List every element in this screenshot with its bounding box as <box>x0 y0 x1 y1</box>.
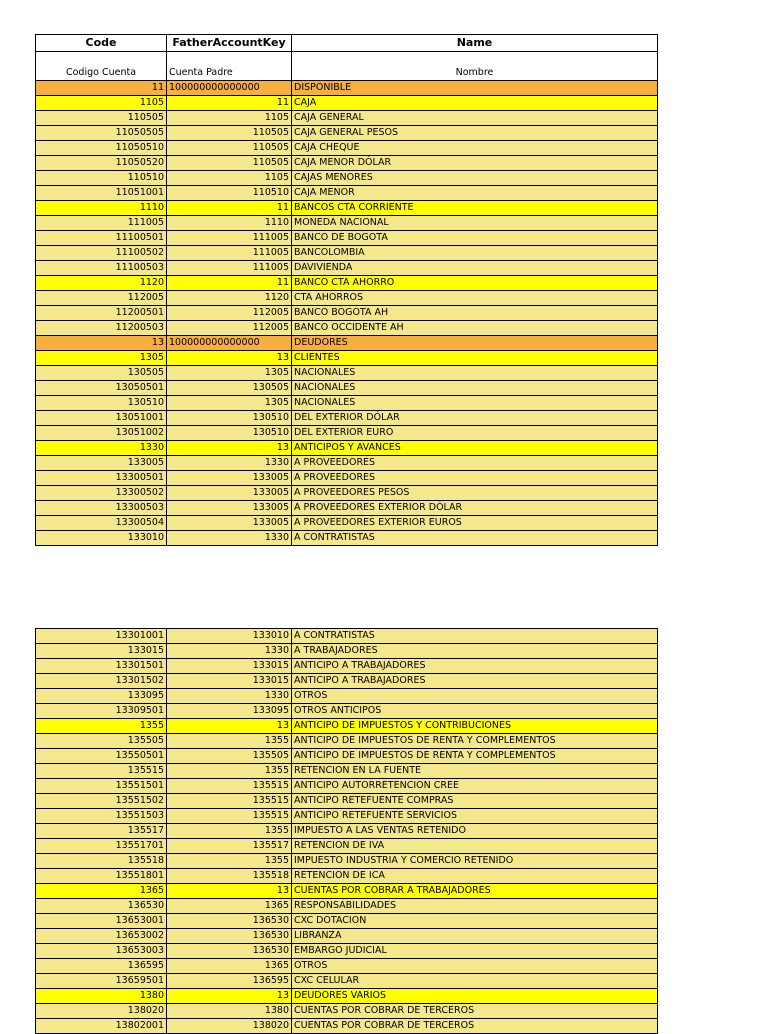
father-account-cell: 110510 <box>167 186 292 201</box>
account-name-cell: CAJA MENOR <box>292 186 658 201</box>
account-name-cell: NACIONALES <box>292 381 658 396</box>
table-row <box>36 411 658 426</box>
table-row <box>36 809 658 824</box>
table-row <box>36 899 658 914</box>
father-account-cell: 1105 <box>167 171 292 186</box>
father-account-cell: 110505 <box>167 126 292 141</box>
father-account-cell: 1355 <box>167 734 292 749</box>
account-code-cell: 111005 <box>36 216 167 231</box>
father-account-cell: 133015 <box>167 674 292 689</box>
account-code-cell: 1120 <box>36 276 167 291</box>
table-row <box>36 689 658 704</box>
cuenta-padre-subheader: Cuenta Padre <box>167 52 292 81</box>
father-account-cell: 1355 <box>167 764 292 779</box>
account-name-cell: CAJA <box>292 96 658 111</box>
father-account-cell: 133005 <box>167 486 292 501</box>
account-code-cell: 11050505 <box>36 126 167 141</box>
table-row <box>36 81 658 96</box>
account-name-cell: BANCOS CTA CORRIENTE <box>292 201 658 216</box>
account-name-cell: CLIENTES <box>292 351 658 366</box>
account-name-cell: CXC DOTACION <box>292 914 658 929</box>
account-code-cell: 13300502 <box>36 486 167 501</box>
account-code-cell: 13551801 <box>36 869 167 884</box>
father-account-cell: 1330 <box>167 531 292 546</box>
account-code-cell: 1355 <box>36 719 167 734</box>
account-name-cell: ANTICIPO RETEFUENTE COMPRAS <box>292 794 658 809</box>
father-account-cell: 135505 <box>167 749 292 764</box>
subheader-row <box>36 52 658 81</box>
table-row <box>36 171 658 186</box>
table-row <box>36 366 658 381</box>
account-code-cell: 110505 <box>36 111 167 126</box>
accounts-body-top <box>36 81 658 546</box>
father-account-cell: 138020 <box>167 1019 292 1034</box>
account-code-cell: 13300503 <box>36 501 167 516</box>
father-account-cell: 1305 <box>167 396 292 411</box>
account-name-cell: RETENCION DE ICA <box>292 869 658 884</box>
father-account-cell: 133005 <box>167 471 292 486</box>
account-code-cell: 136595 <box>36 959 167 974</box>
account-name-cell: CAJA GENERAL PESOS <box>292 126 658 141</box>
account-code-cell: 11051001 <box>36 186 167 201</box>
table-row <box>36 216 658 231</box>
father-account-cell: 135515 <box>167 779 292 794</box>
table-row <box>36 276 658 291</box>
account-name-cell: BANCO BOGOTA AH <box>292 306 658 321</box>
account-code-cell: 130510 <box>36 396 167 411</box>
father-account-cell: 110505 <box>167 141 292 156</box>
account-name-cell: ANTICIPOS Y AVANCES <box>292 441 658 456</box>
father-account-cell: 11 <box>167 276 292 291</box>
table-row <box>36 156 658 171</box>
table-row <box>36 944 658 959</box>
account-code-cell: 13551501 <box>36 779 167 794</box>
table-row <box>36 96 658 111</box>
account-name-cell: DISPONIBLE <box>292 81 658 96</box>
account-code-cell: 135515 <box>36 764 167 779</box>
table-row <box>36 734 658 749</box>
account-name-cell: ANTICIPO A TRABAJADORES <box>292 674 658 689</box>
account-name-cell: DEL EXTERIOR EURO <box>292 426 658 441</box>
account-code-cell: 133095 <box>36 689 167 704</box>
father-account-cell: 13 <box>167 441 292 456</box>
father-account-cell: 11 <box>167 96 292 111</box>
account-name-cell: DEUDORES VARIOS <box>292 989 658 1004</box>
father-account-cell: 1105 <box>167 111 292 126</box>
table-row <box>36 306 658 321</box>
account-name-cell: CAJA CHEQUE <box>292 141 658 156</box>
account-name-cell: OTROS <box>292 689 658 704</box>
account-code-cell: 11100503 <box>36 261 167 276</box>
account-code-cell: 11200501 <box>36 306 167 321</box>
table-row <box>36 201 658 216</box>
account-code-cell: 13551503 <box>36 809 167 824</box>
account-name-cell: CAJA MENOR DÓLAR <box>292 156 658 171</box>
account-code-cell: 1380 <box>36 989 167 1004</box>
father-account-cell: 1330 <box>167 644 292 659</box>
account-code-cell: 13300504 <box>36 516 167 531</box>
account-code-cell: 13301501 <box>36 659 167 674</box>
father-account-cell: 133015 <box>167 659 292 674</box>
father-account-cell: 136595 <box>167 974 292 989</box>
table-row <box>36 336 658 351</box>
account-name-cell: CUENTAS POR COBRAR DE TERCEROS <box>292 1004 658 1019</box>
table-row <box>36 869 658 884</box>
account-code-cell: 13309501 <box>36 704 167 719</box>
account-name-cell: CAJAS MENORES <box>292 171 658 186</box>
table-row <box>36 719 658 734</box>
account-code-cell: 1105 <box>36 96 167 111</box>
father-account-cell: 13 <box>167 719 292 734</box>
table-row <box>36 471 658 486</box>
table-row <box>36 959 658 974</box>
father-account-cell: 13 <box>167 351 292 366</box>
account-code-cell: 11050510 <box>36 141 167 156</box>
table-row <box>36 914 658 929</box>
account-code-cell: 133010 <box>36 531 167 546</box>
father-account-cell: 111005 <box>167 246 292 261</box>
table-row <box>36 486 658 501</box>
nombre-subheader: Nombre <box>292 52 658 81</box>
table-row <box>36 141 658 156</box>
table-row <box>36 704 658 719</box>
account-code-cell: 13659501 <box>36 974 167 989</box>
account-code-cell: 11100501 <box>36 231 167 246</box>
account-code-cell: 13653003 <box>36 944 167 959</box>
table-row <box>36 531 658 546</box>
account-code-cell: 138020 <box>36 1004 167 1019</box>
father-account-cell: 1110 <box>167 216 292 231</box>
header-row <box>36 35 658 52</box>
table-row <box>36 456 658 471</box>
account-name-cell: BANCO CTA AHORRO <box>292 276 658 291</box>
code-header: Code <box>36 35 167 52</box>
father-account-cell: 1120 <box>167 291 292 306</box>
father-account-cell: 13 <box>167 884 292 899</box>
account-name-cell: CUENTAS POR COBRAR A TRABAJADORES <box>292 884 658 899</box>
account-name-cell: LIBRANZA <box>292 929 658 944</box>
table-row <box>36 629 658 644</box>
accounts-table-top <box>35 34 658 546</box>
account-name-cell: A TRABAJADORES <box>292 644 658 659</box>
account-code-cell: 13550501 <box>36 749 167 764</box>
account-name-cell: NACIONALES <box>292 366 658 381</box>
father-account-cell: 133005 <box>167 501 292 516</box>
table-row <box>36 111 658 126</box>
accounts-table-bottom <box>35 628 658 1034</box>
account-name-cell: NACIONALES <box>292 396 658 411</box>
father-account-cell: 130505 <box>167 381 292 396</box>
account-code-cell: 136530 <box>36 899 167 914</box>
father-account-cell: 1330 <box>167 456 292 471</box>
account-code-cell: 13653002 <box>36 929 167 944</box>
account-name-cell: CXC CELULAR <box>292 974 658 989</box>
table-row <box>36 1019 658 1034</box>
father-account-cell: 130510 <box>167 426 292 441</box>
account-name-cell: BANCO DE BOGOTA <box>292 231 658 246</box>
account-code-cell: 1305 <box>36 351 167 366</box>
account-name-cell: A PROVEEDORES PESOS <box>292 486 658 501</box>
account-name-cell: A PROVEEDORES <box>292 471 658 486</box>
account-name-cell: ANTICIPO AUTORRETENCION CREE <box>292 779 658 794</box>
accounts-body-bottom <box>36 629 658 1034</box>
father-account-cell: 1330 <box>167 689 292 704</box>
table-row <box>36 929 658 944</box>
account-name-cell: CTA AHORROS <box>292 291 658 306</box>
father-account-cell: 1380 <box>167 1004 292 1019</box>
father-account-cell: 133005 <box>167 516 292 531</box>
account-code-cell: 1365 <box>36 884 167 899</box>
account-name-cell: A PROVEEDORES EXTERIOR DÓLAR <box>292 501 658 516</box>
account-code-cell: 133015 <box>36 644 167 659</box>
table-row <box>36 644 658 659</box>
account-code-cell: 11100502 <box>36 246 167 261</box>
table-row <box>36 824 658 839</box>
account-code-cell: 135505 <box>36 734 167 749</box>
account-name-cell: OTROS ANTICIPOS <box>292 704 658 719</box>
account-code-cell: 13301001 <box>36 629 167 644</box>
father-account-cell: 130510 <box>167 411 292 426</box>
father-account-cell: 1355 <box>167 824 292 839</box>
account-name-cell: BANCO OCCIDENTE AH <box>292 321 658 336</box>
account-name-cell: RETENCION EN LA FUENTE <box>292 764 658 779</box>
account-code-cell: 13301502 <box>36 674 167 689</box>
table-row <box>36 516 658 531</box>
table-row <box>36 839 658 854</box>
table-row <box>36 794 658 809</box>
father-account-cell: 133010 <box>167 629 292 644</box>
table-row <box>36 246 658 261</box>
account-code-cell: 135518 <box>36 854 167 869</box>
father-account-cell: 135517 <box>167 839 292 854</box>
table-row <box>36 989 658 1004</box>
father-account-key-header: FatherAccountKey <box>167 35 292 52</box>
table-row <box>36 426 658 441</box>
account-code-cell: 112005 <box>36 291 167 306</box>
father-account-cell: 136530 <box>167 929 292 944</box>
account-code-cell: 13653001 <box>36 914 167 929</box>
father-account-cell: 135515 <box>167 809 292 824</box>
account-name-cell: IMPUESTO A LAS VENTAS RETENIDO <box>292 824 658 839</box>
account-code-cell: 11200503 <box>36 321 167 336</box>
table-row <box>36 749 658 764</box>
table-row <box>36 396 658 411</box>
account-code-cell: 1330 <box>36 441 167 456</box>
account-name-cell: IMPUESTO INDUSTRIA Y COMERCIO RETENIDO <box>292 854 658 869</box>
account-name-cell: OTROS <box>292 959 658 974</box>
account-name-cell: EMBARGO JUDICIAL <box>292 944 658 959</box>
table-row <box>36 659 658 674</box>
codigo-cuenta-subheader: Codigo Cuenta <box>36 52 167 81</box>
father-account-cell: 13 <box>167 989 292 1004</box>
account-name-cell: ANTICIPO DE IMPUESTOS Y CONTRIBUCIONES <box>292 719 658 734</box>
account-name-cell: ANTICIPO A TRABAJADORES <box>292 659 658 674</box>
father-account-cell: 100000000000000 <box>167 81 292 96</box>
father-account-cell: 135518 <box>167 869 292 884</box>
name-header: Name <box>292 35 658 52</box>
father-account-cell: 136530 <box>167 944 292 959</box>
father-account-cell: 1365 <box>167 959 292 974</box>
table-row <box>36 261 658 276</box>
father-account-cell: 112005 <box>167 321 292 336</box>
father-account-cell: 111005 <box>167 261 292 276</box>
father-account-cell: 133095 <box>167 704 292 719</box>
account-code-cell: 110510 <box>36 171 167 186</box>
account-name-cell: MONEDA NACIONAL <box>292 216 658 231</box>
table-row <box>36 764 658 779</box>
table-row <box>36 321 658 336</box>
account-name-cell: ANTICIPO RETEFUENTE SERVICIOS <box>292 809 658 824</box>
account-name-cell: RETENCION DE IVA <box>292 839 658 854</box>
account-code-cell: 13300501 <box>36 471 167 486</box>
account-name-cell: RESPONSABILIDADES <box>292 899 658 914</box>
father-account-cell: 100000000000000 <box>167 336 292 351</box>
table-row <box>36 974 658 989</box>
account-name-cell: ANTICIPO DE IMPUESTOS DE RENTA Y COMPLEMENTOS <box>292 734 658 749</box>
account-code-cell: 11050520 <box>36 156 167 171</box>
account-code-cell: 13 <box>36 336 167 351</box>
account-code-cell: 130505 <box>36 366 167 381</box>
account-code-cell: 135517 <box>36 824 167 839</box>
father-account-cell: 1305 <box>167 366 292 381</box>
account-code-cell: 133005 <box>36 456 167 471</box>
account-code-cell: 13051001 <box>36 411 167 426</box>
table-row <box>36 441 658 456</box>
account-name-cell: A CONTRATISTAS <box>292 629 658 644</box>
table-row <box>36 674 658 689</box>
father-account-cell: 1355 <box>167 854 292 869</box>
table-row <box>36 381 658 396</box>
account-name-cell: DAVIVIENDA <box>292 261 658 276</box>
account-name-cell: CUENTAS POR COBRAR DE TERCEROS <box>292 1019 658 1034</box>
account-name-cell: A CONTRATISTAS <box>292 531 658 546</box>
table-row <box>36 1004 658 1019</box>
account-name-cell: BANCOLOMBIA <box>292 246 658 261</box>
table-row <box>36 291 658 306</box>
account-code-cell: 13551502 <box>36 794 167 809</box>
father-account-cell: 112005 <box>167 306 292 321</box>
account-name-cell: DEUDORES <box>292 336 658 351</box>
table-row <box>36 126 658 141</box>
father-account-cell: 111005 <box>167 231 292 246</box>
father-account-cell: 1365 <box>167 899 292 914</box>
account-name-cell: A PROVEEDORES EXTERIOR EUROS <box>292 516 658 531</box>
father-account-cell: 110505 <box>167 156 292 171</box>
table-row <box>36 779 658 794</box>
account-code-cell: 13802001 <box>36 1019 167 1034</box>
account-name-cell: DEL EXTERIOR DÓLAR <box>292 411 658 426</box>
table-row <box>36 884 658 899</box>
account-code-cell: 11 <box>36 81 167 96</box>
father-account-cell: 11 <box>167 201 292 216</box>
table-row <box>36 186 658 201</box>
account-name-cell: CAJA GENERAL <box>292 111 658 126</box>
account-name-cell: A PROVEEDORES <box>292 456 658 471</box>
account-code-cell: 13551701 <box>36 839 167 854</box>
account-code-cell: 13050501 <box>36 381 167 396</box>
table-row <box>36 231 658 246</box>
account-code-cell: 13051002 <box>36 426 167 441</box>
table-row <box>36 854 658 869</box>
account-name-cell: ANTICIPO DE IMPUESTOS DE RENTA Y COMPLEMENTOS <box>292 749 658 764</box>
father-account-cell: 135515 <box>167 794 292 809</box>
father-account-cell: 136530 <box>167 914 292 929</box>
account-code-cell: 1110 <box>36 201 167 216</box>
table-row <box>36 351 658 366</box>
table-row <box>36 501 658 516</box>
